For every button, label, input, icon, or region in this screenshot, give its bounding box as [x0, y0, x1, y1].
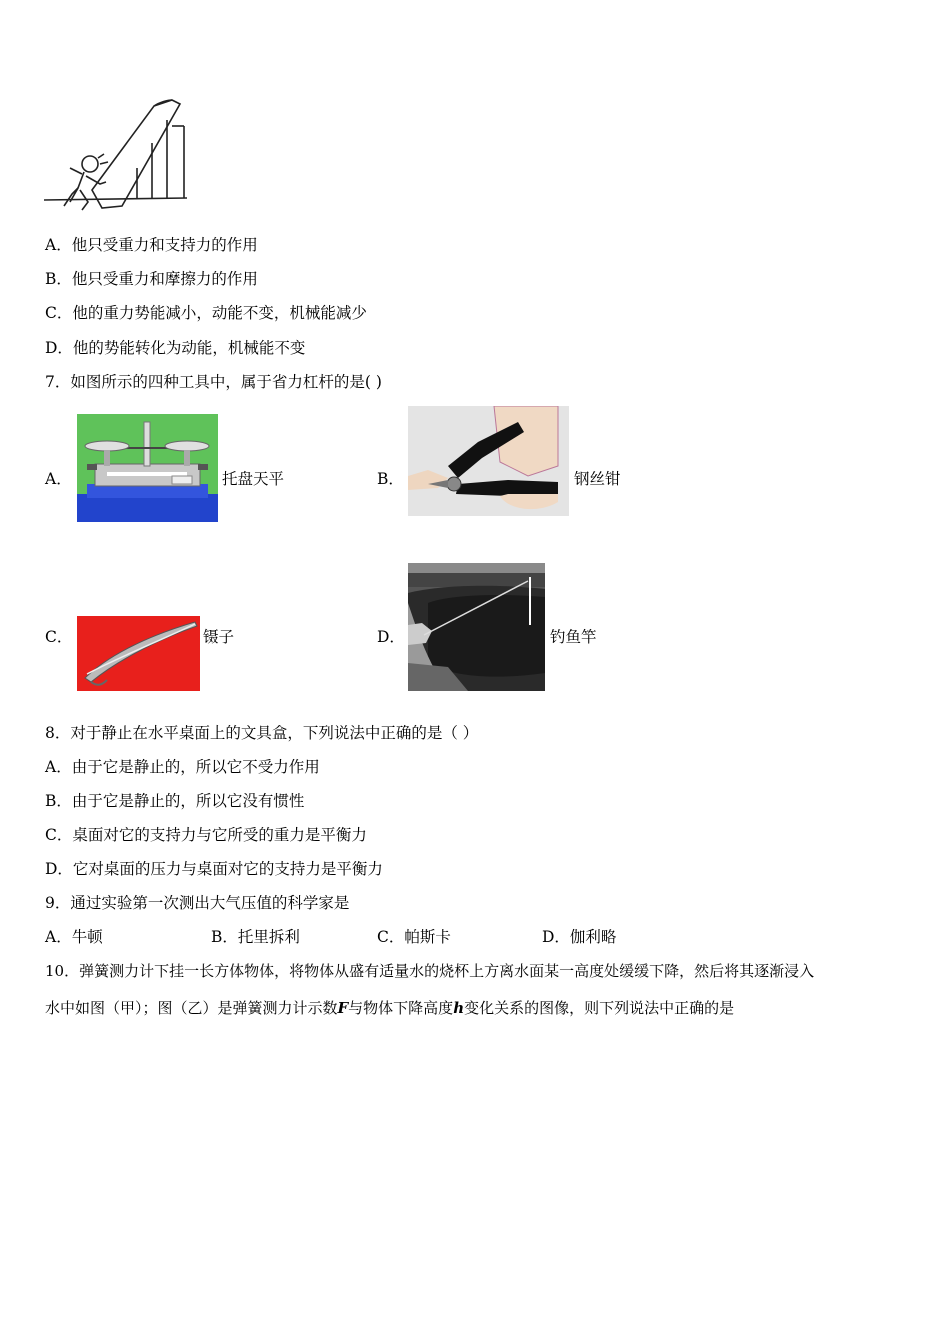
q9-option-a: A．牛顿	[45, 928, 103, 946]
q7-option-b-image	[408, 406, 569, 516]
fishing-rod-icon	[408, 563, 545, 691]
q7-option-c-image	[77, 616, 200, 691]
q7-option-a-caption: 托盘天平	[222, 470, 285, 488]
q7-option-b-letter: B．	[377, 470, 404, 488]
q7-option-a-letter: A．	[45, 470, 72, 488]
q7-stem: 7．如图所示的四种工具中，属于省力杠杆的是( )	[45, 373, 382, 391]
q9-option-b: B．托里拆利	[211, 928, 300, 946]
pliers-icon	[408, 406, 569, 516]
q8-option-b: B．由于它是静止的，所以它没有惯性	[45, 792, 305, 810]
q7-option-d-letter: D．	[377, 628, 405, 646]
q9-stem: 9．通过实验第一次测出大气压值的科学家是	[45, 894, 350, 912]
slide-child-icon	[42, 98, 187, 216]
q9-option-d: D．伽利略	[542, 928, 617, 946]
q7-option-c-caption: 镊子	[203, 628, 235, 646]
q10-stem-line2	[45, 998, 734, 1018]
q8-option-c: C．桌面对它的支持力与它所受的重力是平衡力	[45, 826, 367, 844]
q7-option-b-caption: 钢丝钳	[574, 470, 621, 488]
slide-figure	[42, 98, 187, 216]
q10-var-f: F	[337, 999, 349, 1017]
tweezers-icon	[77, 616, 200, 691]
q7-option-d-caption: 钓鱼竿	[550, 628, 597, 646]
q10-var-h: h	[453, 999, 465, 1017]
q8-stem: 8．对于静止在水平桌面上的文具盒，下列说法中正确的是（ ）	[45, 724, 479, 742]
q10-text-a: 水中如图（甲）；图（乙）是弹簧测力计示数	[45, 999, 338, 1017]
q10-text-b: 与物体下降高度	[348, 999, 454, 1017]
q9-option-c: C．帕斯卡	[377, 928, 451, 946]
q6-option-b: B．他只受重力和摩擦力的作用	[45, 270, 258, 288]
q7-option-a-image	[77, 414, 218, 522]
q8-option-d: D．它对桌面的压力与桌面对它的支持力是平衡力	[45, 860, 383, 878]
q6-option-a: A．他只受重力和支持力的作用	[45, 236, 258, 254]
q7-option-c-letter: C．	[45, 628, 73, 646]
q8-option-a: A．由于它是静止的，所以它不受力作用	[45, 758, 320, 776]
q6-option-d: D．他的势能转化为动能，机械能不变	[45, 339, 306, 357]
q10-stem-line1: 10．弹簧测力计下挂一长方体物体，将物体从盛有适量水的烧杯上方离水面某一高度处缓缓下降，然后将其逐渐浸入	[45, 962, 815, 980]
q7-option-d-image	[408, 563, 545, 691]
balance-scale-icon	[77, 414, 218, 522]
q6-option-c: C．他的重力势能减小，动能不变，机械能减少	[45, 304, 367, 322]
q10-text-c: 变化关系的图像，则下列说法中正确的是	[464, 999, 735, 1017]
